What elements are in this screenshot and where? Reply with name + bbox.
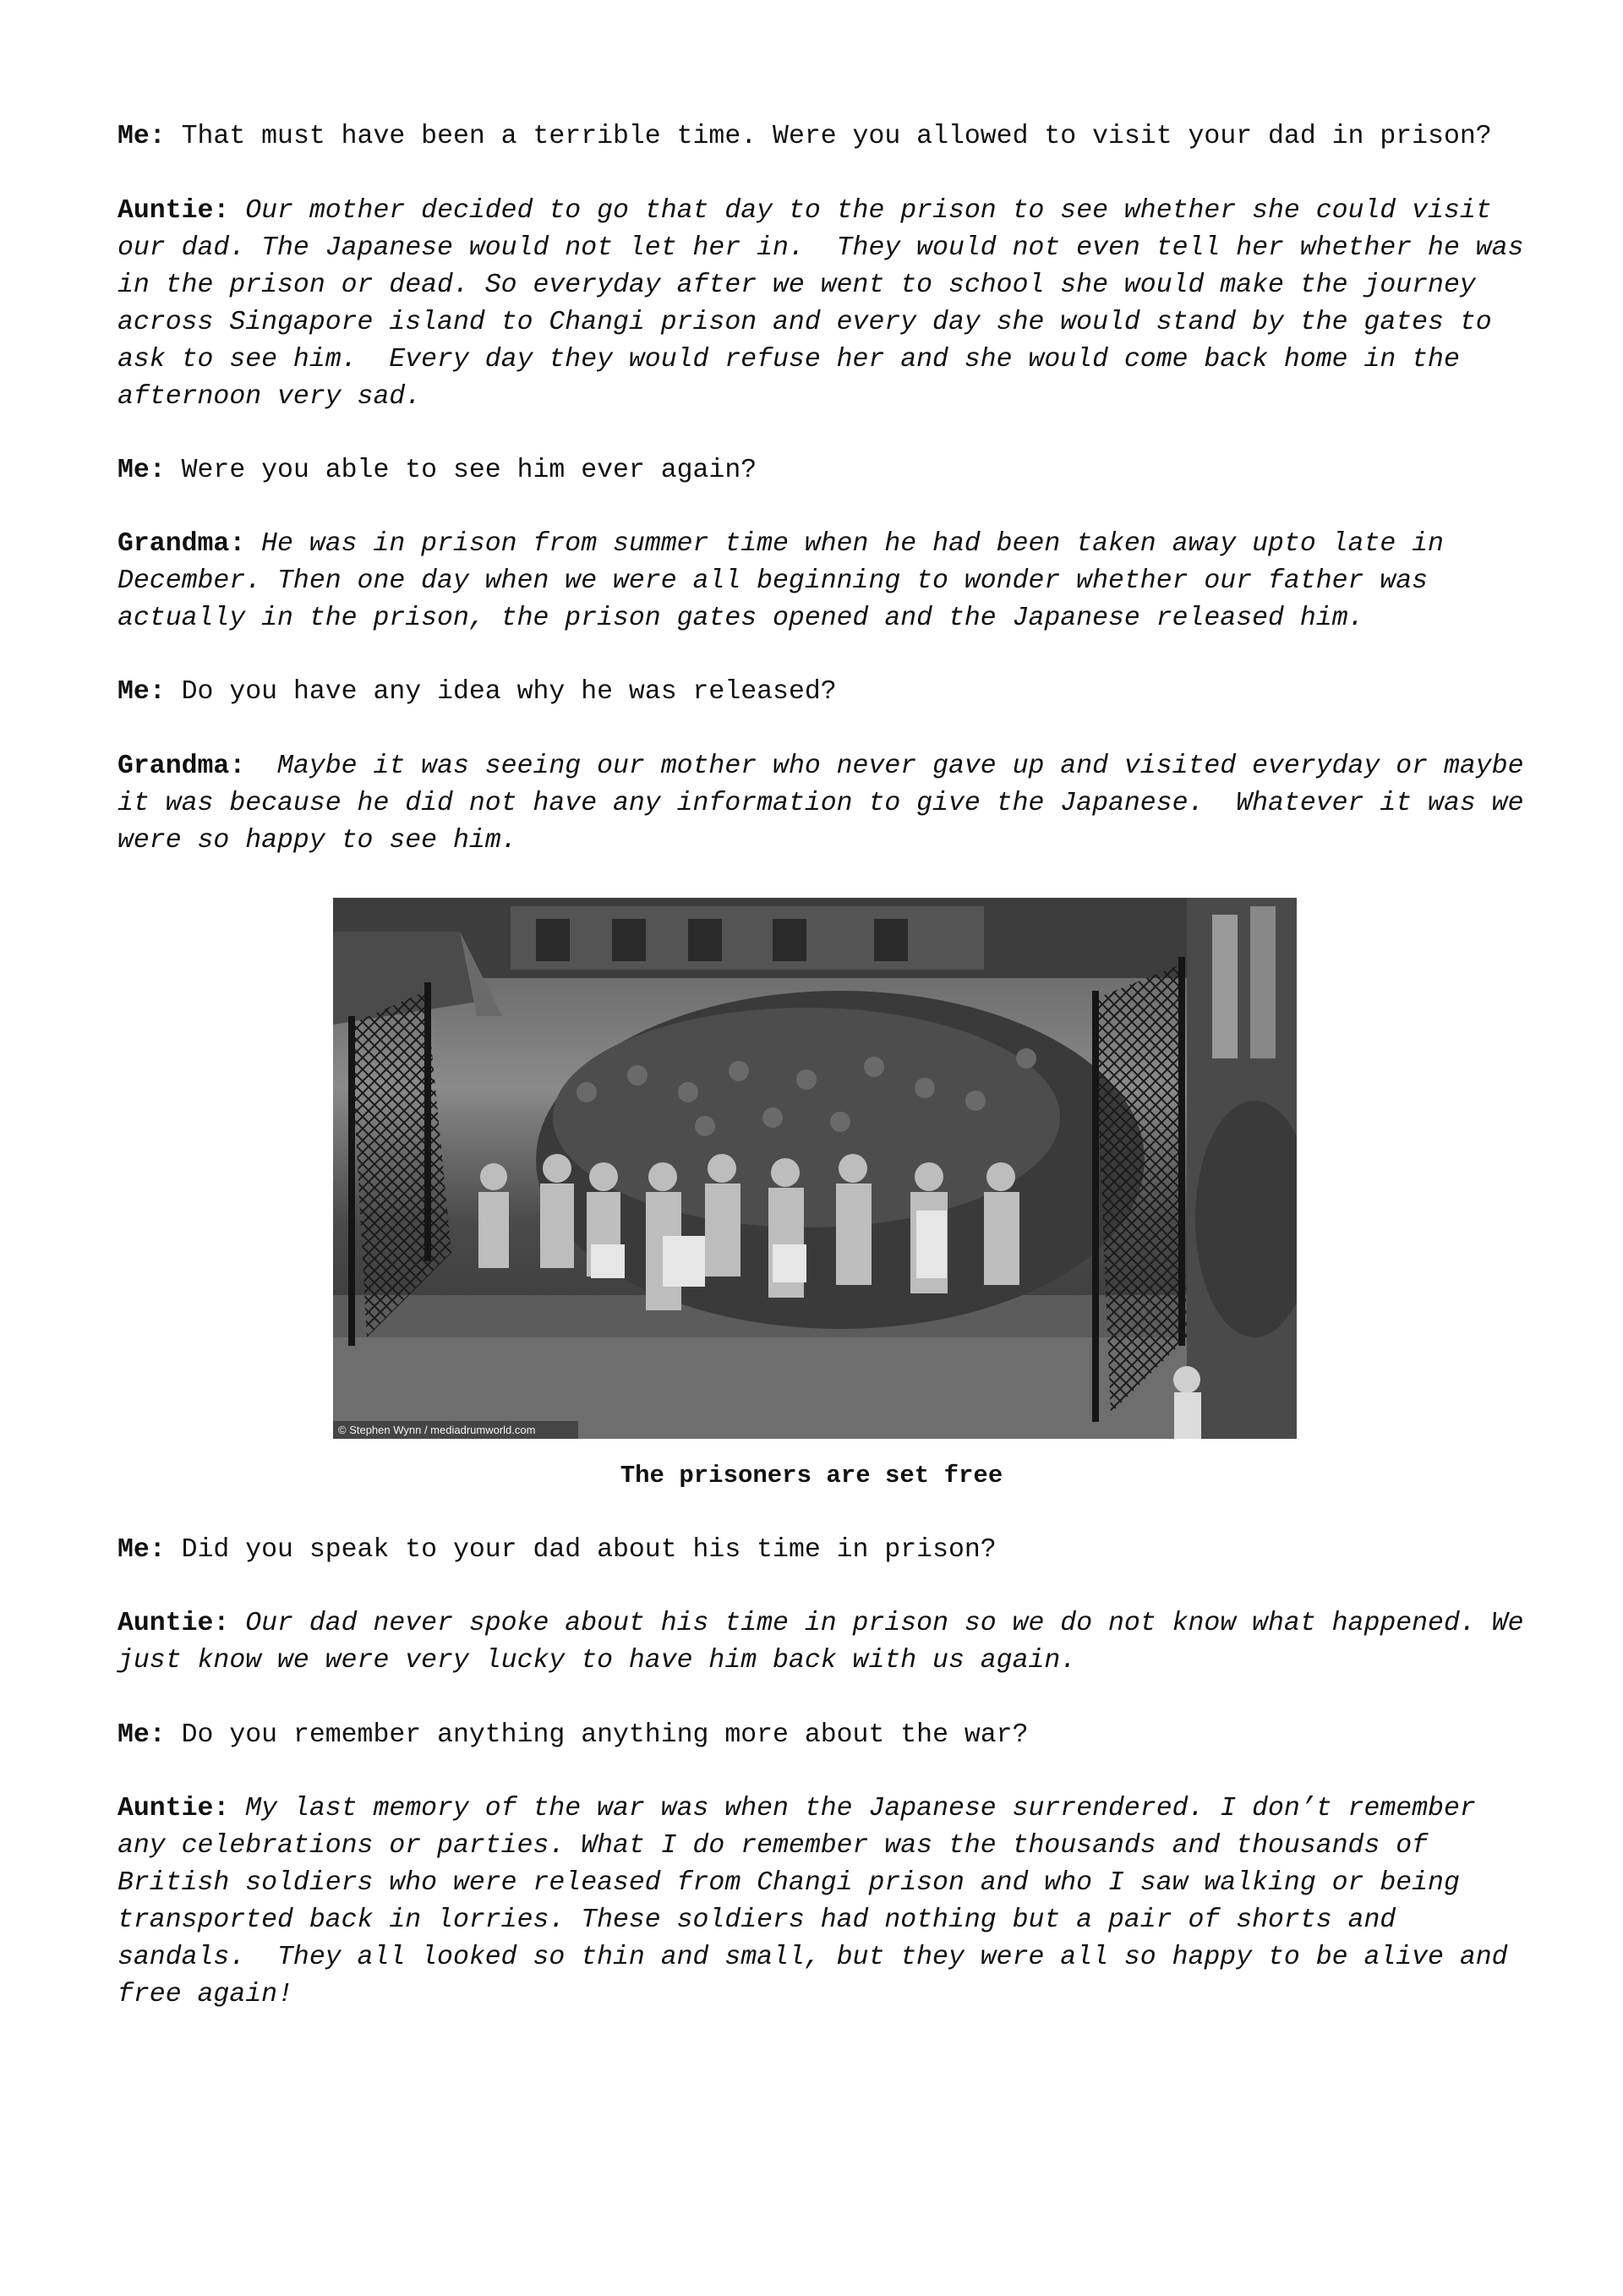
dialogue-line-1 bbox=[117, 118, 1538, 156]
speaker-label: Me: bbox=[117, 1720, 166, 1750]
speaker-label: Auntie: bbox=[117, 1609, 230, 1638]
question-text: Did you speak to your dad about his time in prison? bbox=[165, 1535, 997, 1565]
dialogue-line-10 bbox=[117, 1790, 1538, 2014]
question-text: Do you remember anything anything more about the war? bbox=[165, 1720, 1029, 1750]
speaker-label: Grandma: bbox=[117, 529, 246, 559]
speaker-label: Me: bbox=[117, 456, 166, 485]
speaker-label: Me: bbox=[117, 677, 166, 707]
dialogue-line-2 bbox=[117, 193, 1538, 416]
answer-text: Our dad never spoke about his time in prison so we do not know what happened. We just know we were very lucky to have him back with us again. bbox=[117, 1609, 1540, 1676]
speaker-label: Auntie: bbox=[117, 196, 230, 226]
question-text: Were you able to see him ever again? bbox=[165, 456, 757, 485]
answer-text: Our mother decided to go that day to the prison to see whether she could visit our dad. The Japanese would not let her in. They would not even tell her whether he was in the prison or dead. So everyday after we went to school she would make the journey across Singapore island to Changi prison and every day she would stand by the gates to ask to see him. Every day they would refuse her and she would come back home in the afternoon very sad. bbox=[117, 196, 1540, 412]
photo-credit: © Stephen Wynn / mediadrumworld.com bbox=[338, 1424, 536, 1436]
speaker-label: Auntie: bbox=[117, 1794, 230, 1823]
question-text: Do you have any idea why he was released? bbox=[165, 677, 837, 707]
answer-text: Maybe it was seeing our mother who never gave up and visited everyday or maybe it was because he did not have any information to give the Japanese. Whatever it was we were so happy to see him. bbox=[117, 752, 1540, 856]
speaker-label: Me: bbox=[117, 1535, 166, 1565]
answer-text: My last memory of the war was when the Japanese surrendered. I don’t remember any celebrations or parties. What I do remember was the thousands and thousands of British soldiers who were released from Changi prison and who I saw walking or being transported back in lorries. These soldiers had nothing but a pair of shorts and sandals. They all looked so thin and small, but they were all so happy to be alive and free again! bbox=[117, 1794, 1524, 2009]
speaker-label: Grandma: bbox=[117, 752, 246, 781]
dialogue-line-9 bbox=[117, 1717, 1538, 1754]
answer-text: He was in prison from summer time when he had been taken away upto late in December. Then one day when we were all beginning to wonder whether our father was actually in the prison, the prison gates opened and the Japanese released him. bbox=[117, 529, 1460, 633]
dialogue-line-5 bbox=[117, 674, 1538, 711]
dialogue-line-7 bbox=[117, 1532, 1538, 1569]
speaker-label: Me: bbox=[117, 122, 166, 151]
photo-caption: The prisoners are set free bbox=[620, 1462, 1003, 1490]
question-text: That must have been a terrible time. Were you allowed to visit your dad in prison? bbox=[165, 122, 1492, 151]
prisoners-photo bbox=[333, 898, 1297, 1439]
dialogue-line-8 bbox=[117, 1605, 1538, 1680]
dialogue-line-6 bbox=[117, 748, 1538, 860]
dialogue-line-4 bbox=[117, 526, 1538, 637]
prisoners-photo-image bbox=[333, 898, 1297, 1439]
dialogue-line-3 bbox=[117, 452, 1538, 489]
